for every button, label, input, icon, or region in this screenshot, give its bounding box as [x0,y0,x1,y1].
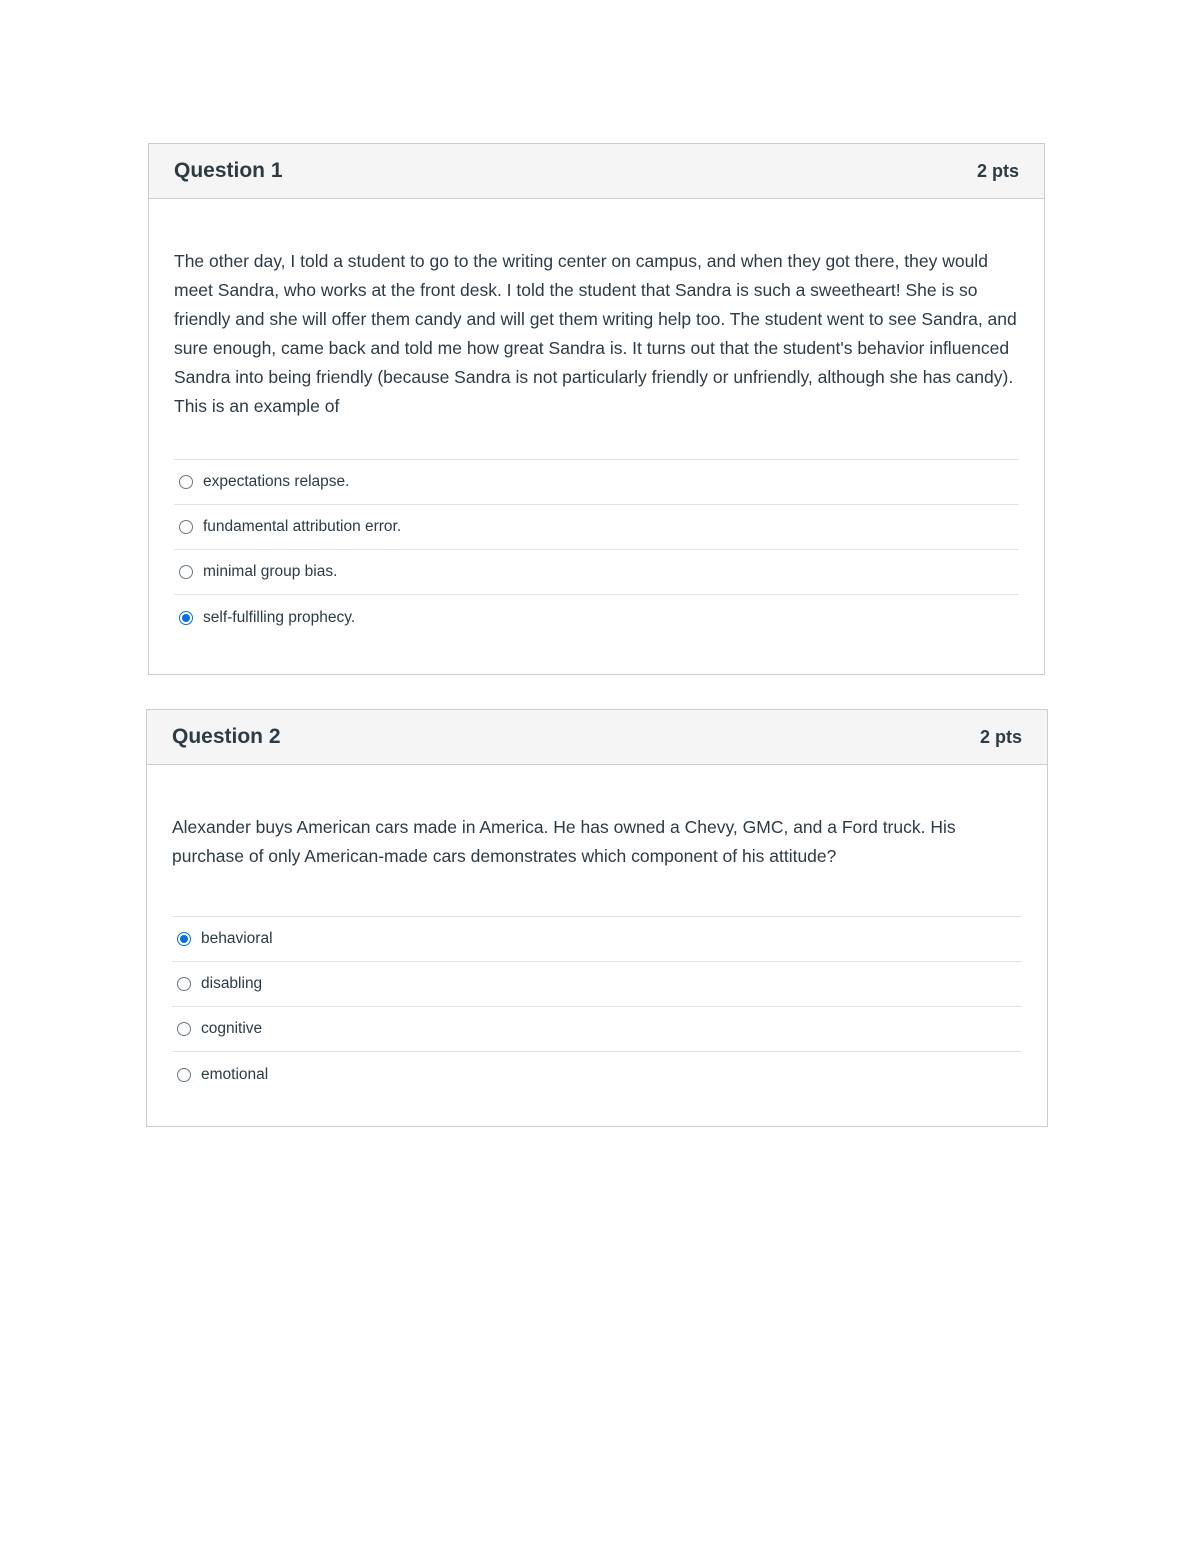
question-title: Question 1 [174,159,283,182]
question-header [147,710,1047,765]
radio-unchecked-icon[interactable] [177,977,191,991]
answer-label[interactable]: emotional [201,1065,269,1083]
radio-checked-icon[interactable] [177,932,191,946]
question-points: 2 pts [979,726,1022,747]
answer-label[interactable]: behavioral [201,930,273,947]
question-text: Alexander buys American cars made in America. He has owned a Chevy, GMC, and a Ford truck. His purchase of only American-made cars demonstrates which component of his attitude? [172,817,956,866]
answer-label[interactable]: fundamental attribution error. [203,518,402,535]
question-title: Question 2 [172,725,281,748]
answer-option[interactable] [172,917,1022,962]
answer-label[interactable]: cognitive [201,1020,263,1037]
answer-list [174,459,1019,640]
answer-label[interactable]: minimal group bias. [203,563,338,580]
question-points: 2 pts [976,160,1019,181]
question-card-2 [146,709,1048,1127]
question-body [149,199,1044,640]
radio-unchecked-icon[interactable] [179,565,193,579]
answer-list [172,916,1022,1097]
answer-option[interactable] [174,505,1019,550]
radio-unchecked-icon[interactable] [179,520,193,534]
radio-unchecked-icon[interactable] [177,1022,191,1036]
answer-option[interactable] [174,550,1019,595]
answer-option[interactable] [174,460,1019,505]
answer-label[interactable]: expectations relapse. [203,473,350,490]
question-card-1 [148,143,1045,675]
radio-checked-icon[interactable] [179,611,193,625]
question-body [147,765,1047,1097]
answer-option[interactable] [172,962,1022,1007]
question-header [149,144,1044,199]
radio-unchecked-icon[interactable] [177,1068,191,1082]
answer-label[interactable]: self-fulfilling prophecy. [203,608,356,626]
answer-label[interactable]: disabling [201,975,263,992]
answer-option[interactable] [174,595,1019,640]
answer-option[interactable] [172,1052,1022,1097]
answer-option[interactable] [172,1007,1022,1052]
radio-unchecked-icon[interactable] [179,475,193,489]
question-text: The other day, I told a student to go to the writing center on campus, and when they got there, they would meet Sandra, who works at the front desk. I told the student that Sandra is such a sweetheart! She is so friendly and she will offer them candy and will get them writing help too. The student went to see Sandra, and sure enough, came back and told me how great Sandra is. It turns out that the student's behavior influenced Sandra into being friendly (because Sandra is not particularly friendly or unfriendly, although she has candy). This is an example of [174,251,1017,416]
